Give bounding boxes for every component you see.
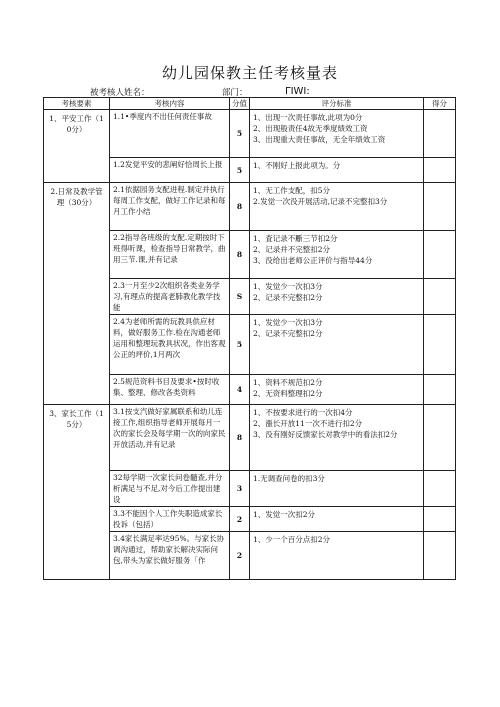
criteria-cell [250,405,424,471]
criteria-line: 1、不按要求进行的一次扣4分 [253,408,353,417]
obtained-score-cell[interactable] [424,532,456,580]
header-cell: 评分标准 [250,98,424,110]
criteria-cell [250,507,424,532]
criteria-line: 1.无调查问卷的扣3分 [253,474,325,483]
evaluation-item-cell: 3、家长工作（15分） [44,405,110,580]
criteria-line: 2、记录不完整扣2分 [253,329,323,338]
criteria-line: 1、资料不规范扣2分 [253,378,323,387]
criteria-line: 2、记录不完整扣2分 [253,293,323,302]
criteria-line: 1、发觉少一次扣3分 [253,318,323,327]
criteria-cell [250,315,424,375]
score-cell: S [230,279,250,315]
obtained-score-cell[interactable] [424,405,456,471]
score-cell: 8 [230,183,250,231]
criteria-line: 2、出现般责任4故无季度绩效工资 [253,124,368,133]
criteria-line: 3、出现重大责任事故，无全年绩效工资 [253,135,386,144]
evaluation-content-cell: 1.2发觉平安的悲阐好恰周长上报 [110,158,230,183]
score-cell: 8 [230,231,250,279]
obtained-score-cell[interactable] [424,507,456,532]
evaluation-content-cell: 2.1依据园务支配进程.制定并执行每周工作支配，做好工作记录和每月工作小结 [110,183,230,231]
criteria-cell [250,532,424,580]
evaluation-content-cell: 3.1按支汽做好家属联系和幼儿连接工作,组织指导老师开展每月一次的家长会及每学期一次的向家民开放活动,并有记录 [110,405,230,471]
score-cell: 5 [230,158,250,183]
criteria-line: 1、査记录不斸三节扣2分 [253,234,338,243]
score-cell: 5 [230,315,250,375]
criteria-line: 1、发觉一次扣2分 [253,510,316,519]
evaluation-content-cell: 32每学期一次家长问卷髓查,并分析满足与不足,对今后工作提出建设 [110,471,230,507]
score-cell: 5 [230,110,250,158]
obtained-score-cell[interactable] [424,158,456,183]
criteria-line: 1、无工作支配，扣5分 [253,186,331,195]
evaluation-table [43,97,456,580]
criteria-cell [250,231,424,279]
score-cell: 2 [230,507,250,532]
examinee-name-label: 被考核人姓名： [90,88,150,98]
obtained-score-cell[interactable] [424,110,456,158]
header-cell: 分值 [230,98,250,110]
table-row [44,183,456,231]
obtained-score-cell[interactable] [424,375,456,405]
score-cell: 3 [230,471,250,507]
header-cell: 考核要素 [44,98,110,110]
criteria-line: 1、少一个百分点扣2分 [253,535,331,544]
table-row [44,110,456,158]
evaluation-item-cell: 2.日常及教学管理（30分） [44,183,110,405]
table-header-row [44,98,456,110]
page-title: 幼儿园保教主任考核量表 [161,64,338,82]
header-cell: 考核内容 [110,98,230,110]
criteria-cell [250,183,424,231]
criteria-line: 2、记录并不完整扣2分 [253,245,331,254]
score-cell: 4 [230,375,250,405]
evaluation-item-cell: 1、平安工作（10分） [44,110,110,183]
evaluation-content-cell: 2.5规范资料书目及要求•按时收集、整理、修改各类资料 [110,375,230,405]
criteria-line: 2、无资料整理扣2分 [253,389,323,398]
criteria-cell [250,158,424,183]
criteria-cell [250,375,424,405]
criteria-cell [250,279,424,315]
score-cell: 2 [230,532,250,580]
evaluation-content-cell: 3.3不能因个人工作失职造成家长投诉（包括） [110,507,230,532]
obtained-score-cell[interactable] [424,471,456,507]
criteria-cell [250,110,424,158]
code-mark: ΓIWI: [285,86,310,97]
obtained-score-cell[interactable] [424,231,456,279]
obtained-score-cell[interactable] [424,315,456,375]
evaluation-content-cell: 2.2指导各班级的支配.定期按时下班得听课，检查指导日常教学，曲用三节.课,并有记录 [110,231,230,279]
criteria-line: 1、发觉少一次扣3分 [253,282,323,291]
obtained-score-cell[interactable] [424,183,456,231]
criteria-cell [250,471,424,507]
criteria-line: 3、没给出老师公正评价与指导44分 [253,256,373,265]
evaluation-content-cell: 3.4家长满足率达95%。与家长协调沟通过，帮助家长解决实际问包,带头为家长做好服务「作 [110,532,230,580]
table-row [44,405,456,471]
evaluation-content-cell: 1.1•季度内不出任何责任事故 [110,110,230,158]
header-cell: 得分 [424,98,456,110]
evaluation-content-cell: 2.4为老师所需的玩教具供应材料，做好服务工作.检在沟通老师运用和整理玩教具状况，作出客观公正的坪价,1月两次 [110,315,230,375]
criteria-line: 2、漲长开放11一次不进行扣2分 [253,419,363,428]
criteria-line: 2.发觉一次没开展活动,记录不完整扣3分 [253,197,388,206]
criteria-line: 1、不刚好上报此项为。分 [253,161,341,170]
criteria-line: 1、出现一次责任事故,此项为0分 [253,113,363,122]
score-cell: 8 [230,405,250,471]
obtained-score-cell[interactable] [424,279,456,315]
criteria-line: 3、没有刚好反馈家长对教学中的看法扣2分 [253,430,398,439]
evaluation-content-cell: 2.3一月至少2次组织各类业务学习,有理点的提高老肺教化教学技能 [110,279,230,315]
department-label: 部门： [222,88,248,98]
